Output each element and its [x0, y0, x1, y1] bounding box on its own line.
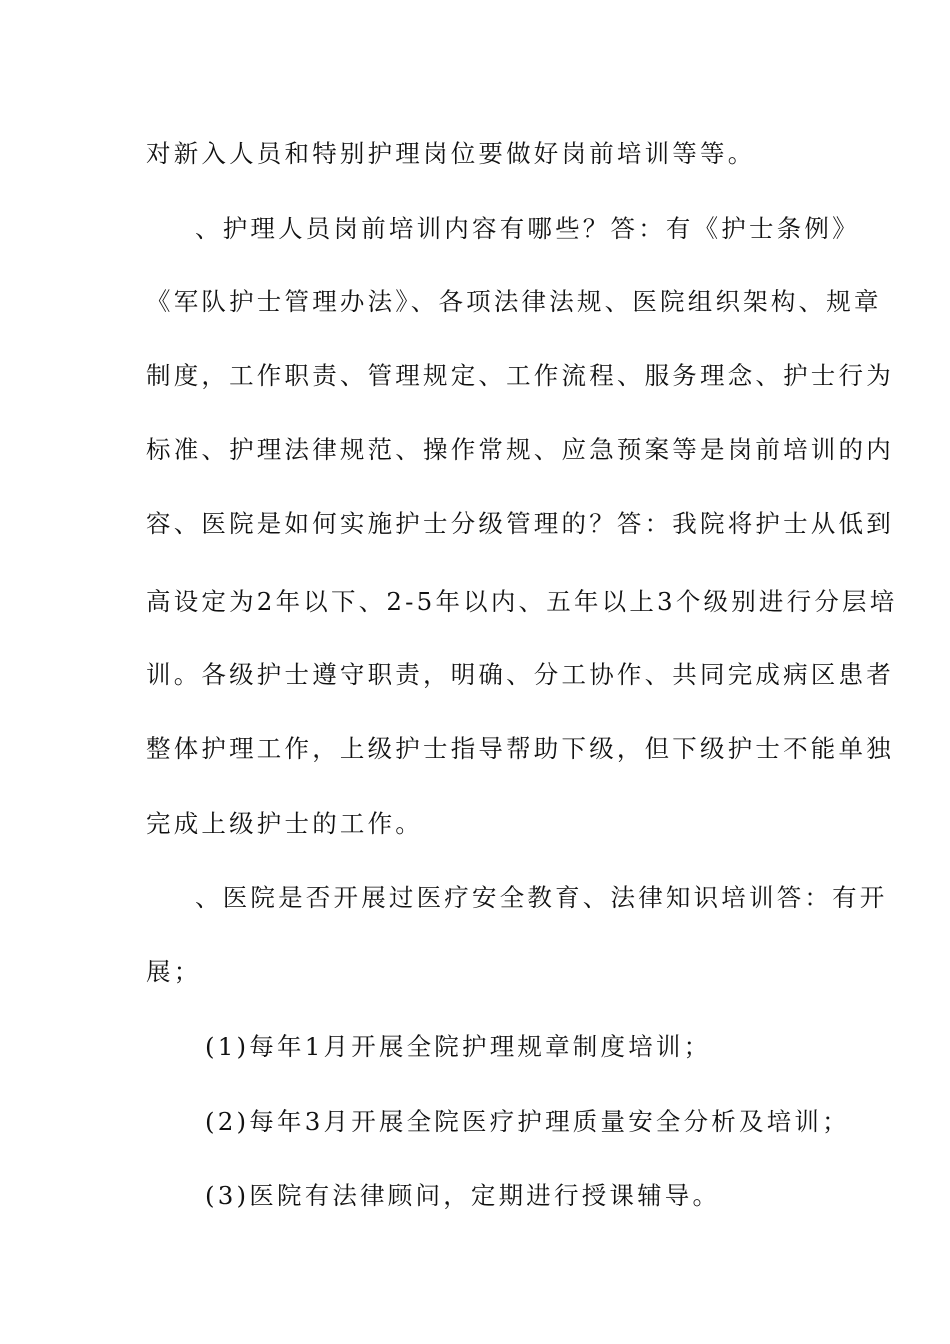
- text-line-15: (3)医院有法律顾问，定期进行授课辅导。: [205, 1181, 721, 1210]
- text-line-6: 容、医院是如何实施护士分级管理的？答：我院将护士从低到: [146, 509, 894, 538]
- text-line-2: 、护理人员岗前培训内容有哪些？答：有《护士条例》: [195, 214, 860, 243]
- text-line-11: 、医院是否开展过医疗安全教育、法律知识培训答：有开: [195, 883, 888, 912]
- text-line-5: 标准、护理法律规范、操作常规、应急预案等是岗前培训的内: [146, 435, 894, 464]
- text-line-8: 训。各级护士遵守职责，明确、分工协作、共同完成病区患者: [146, 660, 894, 689]
- text-line-7: 高设定为2年以下、2-5年以内、五年以上3个级别进行分层培: [146, 587, 898, 616]
- text-line-14: (2)每年3月开展全院医疗护理质量安全分析及培训；: [205, 1107, 850, 1136]
- text-line-13: (1)每年1月开展全院护理规章制度培训；: [205, 1032, 712, 1061]
- text-line-1: 对新入人员和特别护理岗位要做好岗前培训等等。: [146, 139, 756, 168]
- text-line-10: 完成上级护士的工作。: [146, 809, 423, 838]
- text-line-4: 制度，工作职责、管理规定、工作流程、服务理念、护士行为: [146, 361, 894, 390]
- text-line-9: 整体护理工作，上级护士指导帮助下级，但下级护士不能单独: [146, 734, 894, 763]
- text-line-12: 展；: [146, 957, 202, 986]
- text-line-3: 《军队护士管理办法》、各项法律法规、医院组织架构、规章: [146, 287, 882, 316]
